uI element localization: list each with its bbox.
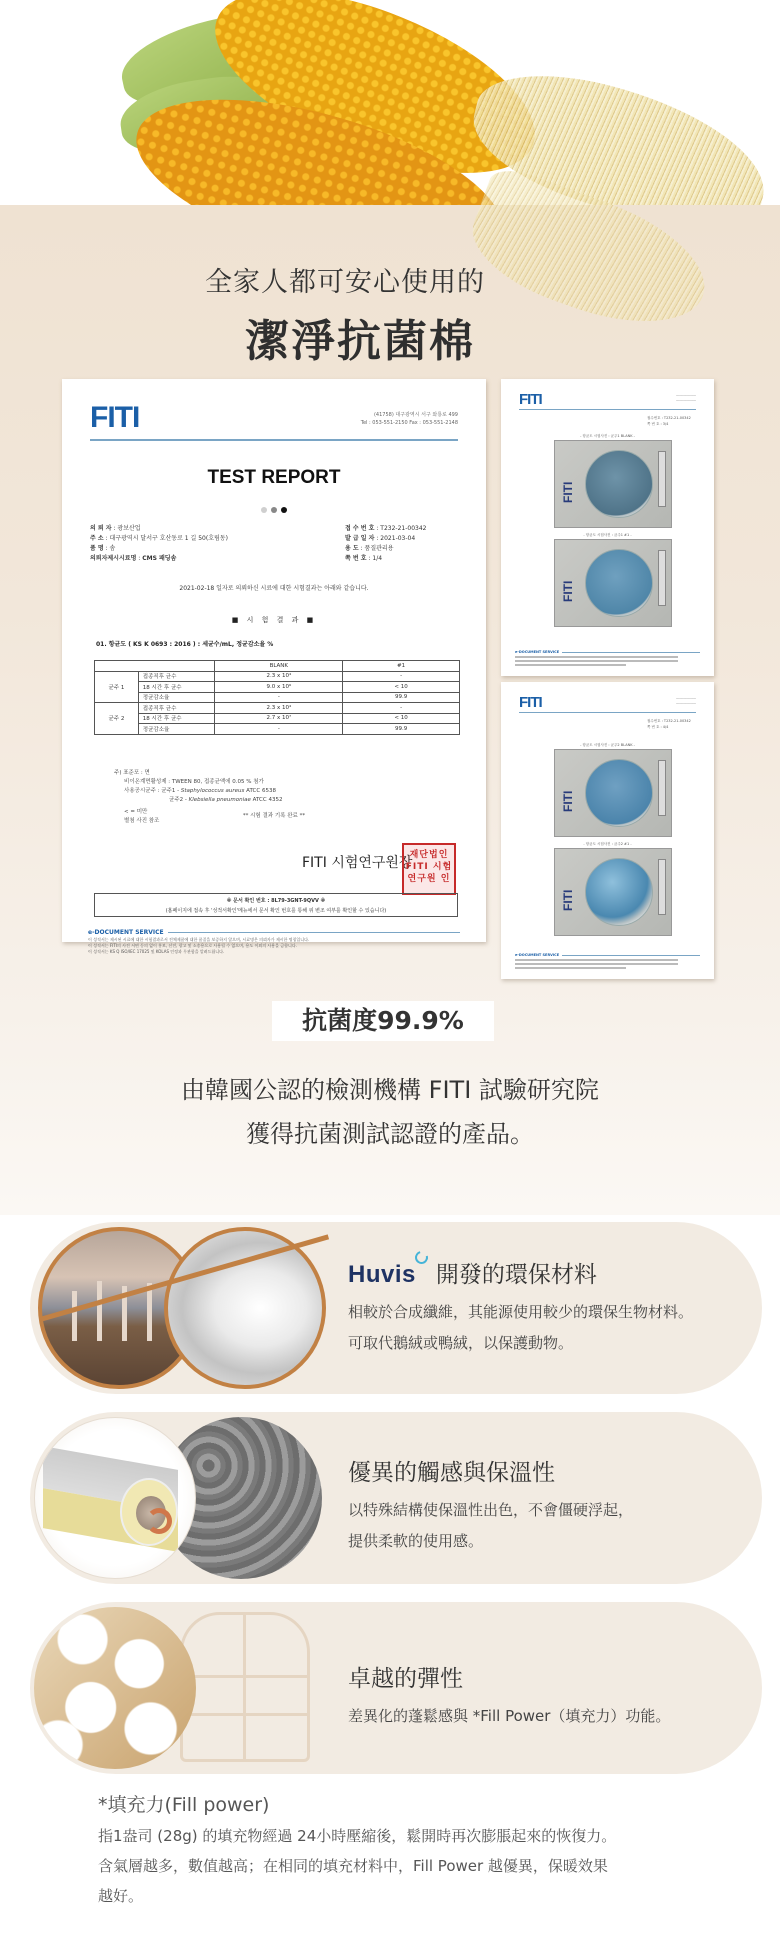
body-line: 指1盎司 (28g) 的填充物經過 24小時壓縮後，鬆開時再次膨脹起來的恢復力。 bbox=[98, 1827, 617, 1845]
huvis-logo bbox=[348, 1261, 416, 1289]
body-line: 可取代鵝絨或鴨絨，以保護動物。 bbox=[348, 1334, 574, 1352]
fiti-logo: FITI bbox=[519, 391, 542, 408]
table-header: #1 bbox=[343, 661, 460, 672]
test-report-document bbox=[62, 379, 486, 954]
feature-text bbox=[348, 1660, 670, 1732]
results-heading: ■ 시 험 결 과 ■ bbox=[231, 616, 317, 624]
row-label: 18 시간 후 균수 bbox=[138, 682, 215, 693]
report-address: ─────────── ─────────── bbox=[676, 394, 696, 403]
edoc-line bbox=[515, 656, 678, 658]
photo-caption: - 항균도 시험사진 : 균주2 BLANK - bbox=[580, 743, 635, 747]
meta-value: 광보산업 bbox=[117, 525, 141, 532]
feature-touch-warmth bbox=[30, 1412, 762, 1584]
report-title: TEST REPORT bbox=[207, 467, 341, 488]
edoc-line: 이 성적서는 FITI의 사전 서면 동의 없이 홍보, 선전, 광고 및 소송용으로 사용될 수 없으며, 용도 이외의 사용을 금합니다. bbox=[88, 943, 297, 948]
hero-title: 潔淨抗菌棉 bbox=[245, 316, 475, 367]
blank-value: 2.7 x 10⁷ bbox=[215, 713, 343, 724]
meta-label: 발 급 일 자 bbox=[345, 535, 375, 542]
petri-dish-photo bbox=[554, 539, 672, 627]
verification-note: (홈페이지에 접속 후 '성적서확인'메뉴에서 문서 확인 번호를 통해 위 변조 여부를 확인할 수 있습니다) bbox=[165, 908, 387, 914]
footnote-text: ATCC 6538 bbox=[244, 788, 276, 794]
edoc-title bbox=[515, 953, 700, 957]
petri-dish-photo bbox=[554, 440, 672, 528]
feature-title bbox=[348, 1256, 693, 1289]
jacket-outline-icon bbox=[180, 1612, 310, 1762]
meta-line: 접수번호 : T232-21-00342 bbox=[647, 416, 691, 420]
meta-label: 품 명 bbox=[90, 545, 104, 552]
petri-dish-photo bbox=[554, 749, 672, 837]
strain-name: Klebsiella pneumoniae bbox=[188, 797, 251, 803]
hollow-fiber-illustration bbox=[34, 1417, 196, 1579]
feature-text bbox=[348, 1256, 693, 1359]
meta-value: 대구광역시 달서구 호산동로 1 길 50(호림동) bbox=[109, 535, 228, 542]
description-line: 由韓國公認的檢測機構 FITI 試驗研究院 bbox=[181, 1076, 599, 1104]
petri-dish bbox=[585, 759, 653, 827]
meta-label: 용 도 bbox=[345, 545, 359, 552]
antibacterial-badge: 抗菌度99.9% bbox=[272, 1001, 494, 1041]
blank-value: 2.3 x 10⁴ bbox=[215, 703, 343, 714]
hero-corn-image bbox=[0, 0, 780, 205]
decorative-dots bbox=[62, 498, 486, 517]
meta-right bbox=[345, 524, 426, 564]
address-line: Tel : 053-551-2150 Fax : 053-551-2148 bbox=[360, 420, 458, 426]
blank-value: - bbox=[215, 692, 343, 703]
table-header-row bbox=[95, 661, 460, 672]
sample-value: < 10 bbox=[343, 682, 460, 693]
body-line: 越好。 bbox=[98, 1887, 144, 1905]
meta-value: 1/4 bbox=[372, 555, 383, 562]
footnote-text: ATCC 4352 bbox=[250, 797, 283, 803]
sample-label bbox=[658, 760, 666, 816]
edoc-line bbox=[515, 664, 626, 666]
address-line: (41758) 대구광역시 서구 와룡로 499 bbox=[373, 412, 458, 418]
edoc-line bbox=[515, 967, 626, 969]
hero-subtitle: 全家人都可安心使用的 bbox=[205, 267, 485, 298]
meta-label: 주 소 bbox=[90, 535, 104, 542]
table-header bbox=[95, 661, 215, 672]
signer-name: FITI 시험연구원장 bbox=[302, 855, 413, 871]
row-label: 접종직후 균수 bbox=[138, 671, 215, 682]
feature-eco-material bbox=[30, 1222, 762, 1394]
meta-label: 의뢰자제시시료명 bbox=[90, 555, 137, 562]
table-row bbox=[95, 724, 460, 735]
fiti-logo: FITI bbox=[90, 401, 140, 434]
feature-body bbox=[348, 1701, 670, 1732]
edoc-title-text: e-DOCUMENT SERVICE bbox=[515, 650, 560, 654]
sample-label bbox=[658, 451, 666, 507]
blank-value: - bbox=[215, 724, 343, 735]
fill-power-note bbox=[98, 1790, 718, 1911]
sample-label bbox=[658, 550, 666, 606]
fill-power-title: *填充力(Fill power) bbox=[98, 1794, 270, 1816]
feature-body bbox=[348, 1297, 693, 1359]
footnote-text: 사용공시균주 : 균주1 - bbox=[124, 788, 181, 794]
row-label: 18 시간 후 균수 bbox=[138, 713, 215, 724]
header-rule bbox=[519, 409, 696, 410]
photo-caption: - 항균도 시험사진 : 균주1 #1 - bbox=[583, 533, 632, 537]
description-line: 獲得抗菌測試認證的產品。 bbox=[246, 1120, 534, 1148]
table-row bbox=[95, 692, 460, 703]
edoc-title-text: e-DOCUMENT SERVICE bbox=[88, 929, 164, 936]
rotate-arrow-icon bbox=[146, 1508, 172, 1534]
feather-photo bbox=[164, 1227, 326, 1389]
photo-caption: - 항균도 시험사진 : 균주1 BLANK - bbox=[580, 434, 635, 438]
edoc-rule bbox=[562, 955, 700, 956]
fiti-logo: FITI bbox=[561, 580, 575, 602]
feature-title-text: 開發的環保材料 bbox=[435, 1262, 597, 1288]
petri-dish bbox=[585, 549, 653, 617]
certification-description bbox=[0, 1068, 780, 1156]
table-row bbox=[95, 713, 460, 724]
table-header: BLANK bbox=[215, 661, 343, 672]
petri-dish bbox=[585, 858, 653, 926]
sample-value: 99.9 bbox=[343, 692, 460, 703]
meta-label: 의 뢰 자 bbox=[90, 525, 112, 532]
fiti-logo: FITI bbox=[561, 481, 575, 503]
page-meta bbox=[647, 415, 691, 427]
meta-label: 쪽 번 호 bbox=[345, 555, 367, 562]
meta-value: CMS 패딩솜 bbox=[142, 555, 177, 562]
edoc-lines bbox=[88, 937, 460, 955]
meta-label: 접 수 번 호 bbox=[345, 525, 375, 532]
body-line: 以特殊結構使保溫性出色，不會僵硬浮起， bbox=[348, 1501, 634, 1519]
meta-line: 쪽 번 호 : 3/4 bbox=[647, 422, 669, 426]
edoc-rule bbox=[562, 652, 700, 653]
meta-row: 발 급 일 자 : 2021-03-04 bbox=[345, 535, 416, 542]
edocument-service bbox=[515, 650, 700, 666]
body-line: 含氣層越多，數值越高；在相同的填充材料中，Fill Power 越優異，保暖效果 bbox=[98, 1857, 608, 1875]
smokestack bbox=[72, 1291, 77, 1341]
page-meta bbox=[647, 718, 691, 730]
row-label: 접종직후 균수 bbox=[138, 703, 215, 714]
sample-value: - bbox=[343, 671, 460, 682]
header-rule bbox=[90, 439, 458, 441]
meta-line: 접수번호 : T232-21-00342 bbox=[647, 719, 691, 723]
feature-elasticity bbox=[30, 1602, 762, 1774]
dot-icon bbox=[261, 507, 267, 513]
footnote: < = 미만 bbox=[124, 809, 148, 815]
body-line: 提供柔軟的使用感。 bbox=[348, 1532, 484, 1550]
report-address bbox=[361, 411, 458, 427]
fiti-logo: FITI bbox=[561, 889, 575, 911]
strain-cell: 균주 1 bbox=[95, 671, 139, 703]
edoc-rule bbox=[168, 932, 460, 933]
feature-text bbox=[348, 1454, 633, 1557]
meta-row: 쪽 번 호 : 1/4 bbox=[345, 555, 383, 562]
smokestack bbox=[147, 1283, 152, 1341]
table-row bbox=[95, 703, 460, 714]
meta-row: 품 명 : 솜 bbox=[90, 545, 116, 552]
meta-row: 용 도 : 품질관리용 bbox=[345, 545, 394, 552]
meta-row: 의 뢰 자 : 광보산업 bbox=[90, 525, 141, 532]
edoc-line bbox=[515, 963, 678, 965]
test-heading: 01. 항균도 ( KS K 0693 : 2016 ) : 세균수/mL, 정균감소율 % bbox=[96, 641, 274, 648]
report-address: ─────────── ─────────── bbox=[676, 697, 696, 706]
meta-value: T232-21-00342 bbox=[380, 525, 427, 532]
edocument-service bbox=[515, 953, 700, 969]
strain-cell: 균주 2 bbox=[95, 703, 139, 735]
brand-name: Huvis bbox=[348, 1261, 416, 1288]
petri-dish bbox=[585, 450, 653, 518]
footnote: 별첨 사진 참조 bbox=[124, 818, 160, 824]
meta-value: 품질관리용 bbox=[364, 545, 394, 552]
edoc-title bbox=[88, 929, 460, 936]
fiti-logo: FITI bbox=[519, 694, 542, 711]
dot-icon bbox=[271, 507, 277, 513]
table-row bbox=[95, 671, 460, 682]
table-row bbox=[95, 682, 460, 693]
fiber-tube bbox=[43, 1458, 178, 1543]
body-line: 差異化的蓬鬆感與 *Fill Power（填充力）功能。 bbox=[348, 1707, 671, 1725]
blank-value: 2.3 x 10⁴ bbox=[215, 671, 343, 682]
meta-row: 주 소 : 대구광역시 달서구 호산동로 1 길 50(호림동) bbox=[90, 535, 228, 542]
petri-dish-photo bbox=[554, 848, 672, 936]
body-line: 相較於合成纖維，其能源使用較少的環保生物材料。 bbox=[348, 1303, 694, 1321]
footnote-text: 균주2 - bbox=[169, 797, 189, 803]
row-label: 정균감소율 bbox=[138, 692, 215, 703]
meta-left bbox=[90, 524, 228, 564]
fiber-balls-photo bbox=[34, 1607, 196, 1769]
row-label: 정균감소율 bbox=[138, 724, 215, 735]
photo-caption: - 항균도 시험사진 : 균주2 #1 - bbox=[583, 842, 632, 846]
report-note: 2021-02-18 일자로 의뢰하신 시료에 대한 시험결과는 아래와 같습니다. bbox=[179, 585, 369, 592]
meta-line: 쪽 번 호 : 4/4 bbox=[647, 725, 669, 729]
edoc-line bbox=[515, 660, 678, 662]
sample-value: < 10 bbox=[343, 713, 460, 724]
sample-value: - bbox=[343, 703, 460, 714]
meta-row: 접 수 번 호 : T232-21-00342 bbox=[345, 525, 427, 532]
edoc-line: 이 성적서는 제시된 시료에 대한 시험결과로서 전체제품에 대한 품질을 보증하지 않으며, 시료명은 의뢰자가 제시한 명칭입니다. bbox=[88, 937, 310, 942]
edoc-title-text: e-DOCUMENT SERVICE bbox=[515, 953, 560, 957]
meta-row: 의뢰자제시시료명 : CMS 패딩솜 bbox=[90, 555, 177, 562]
fill-power-body bbox=[98, 1821, 718, 1911]
photo-page-1 bbox=[501, 379, 714, 676]
header-rule bbox=[519, 712, 696, 713]
feature-title: 卓越的彈性 bbox=[348, 1666, 463, 1692]
footnote bbox=[114, 796, 282, 805]
footnote: 주) 표준포 : 면 bbox=[114, 770, 150, 776]
feature-body bbox=[348, 1495, 633, 1557]
footnote bbox=[114, 787, 282, 796]
edoc-line: 이 성적서는 KS Q ISO/IEC 17025 및 KOLAS 인정과 무관함을 알려드립니다. bbox=[88, 949, 225, 954]
verification-number: ※ 문서 확인 번호 : 8L79-3GNT-9QVV ※ bbox=[226, 898, 326, 904]
edoc-line bbox=[515, 959, 678, 961]
meta-value: 솜 bbox=[109, 545, 116, 552]
record-complete: ** 시험 결과 기록 완료 ** bbox=[242, 813, 306, 819]
photo-page-2 bbox=[501, 682, 714, 979]
verification-box bbox=[94, 893, 458, 917]
official-seal-stamp: 재단법인 FITI 시험연구원 인 bbox=[402, 843, 456, 895]
edocument-service bbox=[88, 929, 460, 955]
dot-icon bbox=[281, 507, 287, 513]
smokestack bbox=[97, 1281, 102, 1341]
edoc-title bbox=[515, 650, 700, 654]
fiti-logo: FITI bbox=[561, 790, 575, 812]
footnote: 비이온계면활성제 : TWEEN 80, 접종균액에 0.05 % 첨가 bbox=[124, 779, 264, 785]
meta-value: 2021-03-04 bbox=[380, 535, 416, 542]
results-table bbox=[94, 660, 460, 735]
sample-value: 99.9 bbox=[343, 724, 460, 735]
sample-label bbox=[658, 859, 666, 915]
feature-title: 優異的觸感與保溫性 bbox=[348, 1460, 555, 1486]
blank-value: 9.0 x 10⁶ bbox=[215, 682, 343, 693]
strain-name: Staphylococcus aureus bbox=[180, 788, 245, 794]
